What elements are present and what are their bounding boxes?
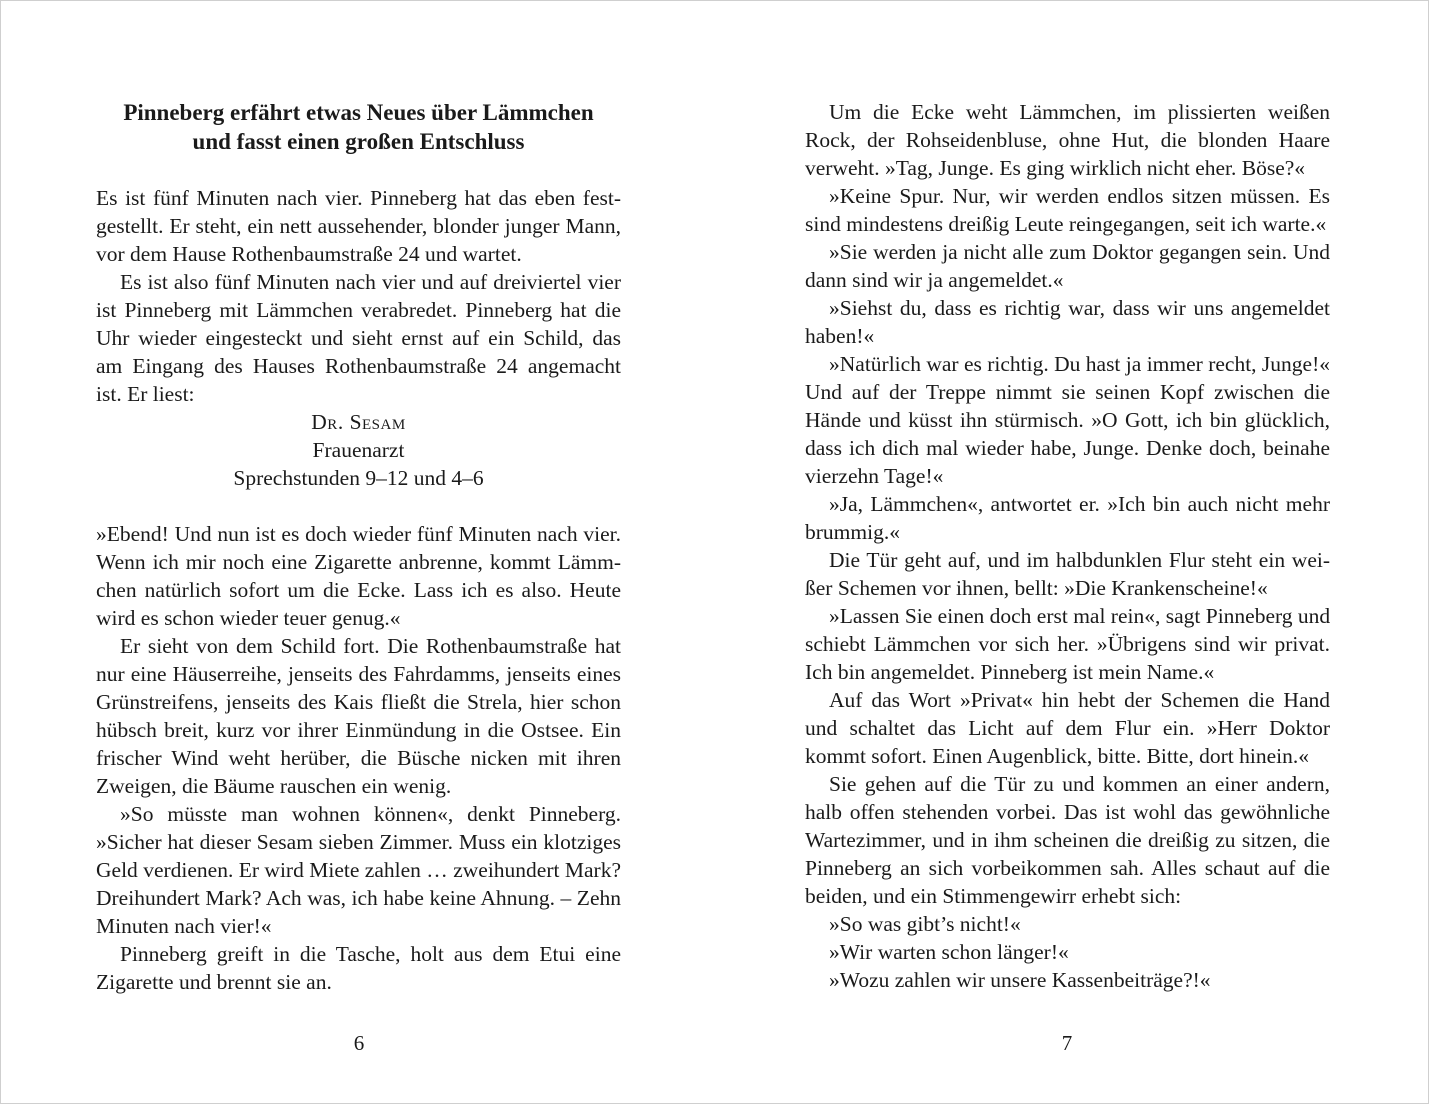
right-page-body: [805, 98, 1330, 994]
text-line: Pinneberg greift in die Tasche, holt aus dem Etui eine: [120, 942, 621, 966]
text-line: haben!«: [805, 324, 875, 348]
text-line: sind mindestens dreißig Leute reingegangen, seit ich warte.«: [805, 212, 1327, 236]
left-page-body: [96, 184, 621, 996]
text-line: brummig.«: [805, 520, 900, 544]
doorplate-hours: Sprechstunden 9–12 und 4–6: [233, 466, 484, 490]
text-line: Auf das Wort »Privat« hin hebt der Schemen die Hand: [829, 688, 1330, 712]
text-line: kommt sofort. Einen Augenblick, bitte. Bitte, dort hinein.«: [805, 744, 1309, 768]
chapter-title: [96, 98, 621, 156]
text-line: »Sicher hat dieser Sesam sieben Zimmer. Muss ein klotziges: [96, 830, 621, 854]
text-line: Rock, der Rohseidenbluse, ohne Hut, die blonden Haare: [805, 128, 1330, 152]
text-line: »So müsste man wohnen können«, denkt Pinneberg.: [120, 802, 621, 826]
text-line: nur eine Häuserreihe, jenseits des Fahrdamms, jenseits eines: [96, 662, 621, 686]
text-line: Ich bin angemeldet. Pinneberg ist mein Name.«: [805, 660, 1215, 684]
doorplate-name: Dr. Sesam: [311, 410, 406, 434]
text-line: »Sie werden ja nicht alle zum Doktor gegangen sein. Und: [829, 240, 1330, 264]
text-line: Grünstreifens, jenseits des Kais fließt die Strela, hier schon: [96, 690, 621, 714]
text-line: Zweigen, die Bäume rauschen ein wenig.: [96, 774, 452, 798]
text-line: vierzehn Tage!«: [805, 464, 944, 488]
text-line: Pinneberg an sich vorbeikommen sah. Alles schaut auf die: [805, 856, 1330, 880]
text-line: »Siehst du, dass es richtig war, dass wir uns angemeldet: [829, 296, 1330, 320]
text-line: ist. Er liest:: [96, 382, 195, 406]
text-line: Geld verdienen. Er wird Miete zahlen … zweihundert Mark?: [96, 858, 621, 882]
text-line: Er sieht von dem Schild fort. Die Rothenbaumstraße hat: [120, 634, 621, 658]
text-line: und schaltet das Licht auf dem Flur ein. »Herr Doktor: [805, 716, 1330, 740]
text-line: »Keine Spur. Nur, wir werden endlos sitzen müssen. Es: [829, 184, 1330, 208]
text-line: Und auf der Treppe nimmt sie seinen Kopf zwischen die: [805, 380, 1330, 404]
text-line: beiden, und ein Stimmengewirr erhebt sich:: [805, 884, 1182, 908]
chapter-title-line: Pinneberg erfährt etwas Neues über Lämmchen: [123, 100, 594, 125]
text-line: chen natürlich sofort um die Ecke. Lass ich es also. Heute: [96, 578, 621, 602]
text-line: Uhr wieder eingesteckt und sieht ernst auf ein Schild, das: [96, 326, 621, 350]
text-line: Es ist fünf Minuten nach vier. Pinneberg hat das eben fest-: [96, 186, 621, 210]
text-line: wird es schon wieder teuer genug.«: [96, 606, 401, 630]
text-line: Um die Ecke weht Lämmchen, im plissierten weißen: [829, 100, 1330, 124]
page-number: 6: [353, 1031, 365, 1055]
text-line: »Lassen Sie einen doch erst mal rein«, sagt Pinneberg und: [829, 604, 1331, 628]
text-line: gestellt. Er steht, ein nett aussehender, blonder junger Mann,: [96, 214, 621, 238]
left-page: [1, 1, 715, 1103]
text-line: vor dem Hause Rothenbaumstraße 24 und wartet.: [96, 242, 522, 266]
spacer: [96, 492, 621, 520]
text-line: Hände und küsst ihn stürmisch. »O Gott, ich bin glücklich,: [805, 408, 1330, 432]
text-line: »Wir warten schon länger!«: [829, 940, 1069, 964]
text-line: »So was gibt’s nicht!«: [829, 912, 1021, 936]
text-line: Wartezimmer, und in ihm scheinen die dreißig zu sitzen, die: [805, 828, 1330, 852]
text-line: Die Tür geht auf, und im halbdunklen Flur steht ein wei-: [829, 548, 1330, 572]
page-number: 7: [1061, 1031, 1073, 1055]
text-line: »Ebend! Und nun ist es doch wieder fünf Minuten nach vier.: [96, 522, 621, 546]
right-page: [715, 1, 1429, 1103]
chapter-title-line: und fasst einen großen Entschluss: [192, 129, 525, 154]
text-line: frischer Wind weht herüber, die Büsche nicken mit ihren: [96, 746, 621, 770]
text-line: Zigarette und brennt sie an.: [96, 970, 332, 994]
text-line: Minuten nach vier!«: [96, 914, 272, 938]
text-line: dann sind wir ja angemeldet.«: [805, 268, 1064, 292]
text-line: Dreihundert Mark? Ach was, ich habe keine Ahnung. – Zehn: [96, 886, 621, 910]
text-line: ßer Schemen vor ihnen, bellt: »Die Krankenscheine!«: [805, 576, 1268, 600]
text-line: Es ist also fünf Minuten nach vier und auf dreiviertel vier: [120, 270, 621, 294]
text-line: am Eingang des Hauses Rothenbaumstraße 24 angemacht: [96, 354, 621, 378]
text-line: halb offen stehenden vorbei. Das ist wohl das gewöhnliche: [805, 800, 1330, 824]
text-line: ist Pinneberg mit Lämmchen verabredet. Pinneberg hat die: [96, 298, 621, 322]
text-line: dass ich dich mal wieder habe, Junge. Denke doch, beinahe: [805, 436, 1330, 460]
text-line: »Natürlich war es richtig. Du hast ja immer recht, Junge!«: [829, 352, 1330, 376]
text-line: »Ja, Lämmchen«, antwortet er. »Ich bin auch nicht mehr: [829, 492, 1330, 516]
text-line: »Wozu zahlen wir unsere Kassenbeiträge?!«: [829, 968, 1211, 992]
text-line: Wenn ich mir noch eine Zigarette anbrenne, kommt Lämm-: [96, 550, 621, 574]
text-line: Sie gehen auf die Tür zu und kommen an einer andern,: [829, 772, 1330, 796]
text-line: hübsch breit, kurz vor ihrer Einmündung in die Ostsee. Ein: [96, 718, 621, 742]
text-line: verweht. »Tag, Junge. Es ging wirklich nicht eher. Böse?«: [805, 156, 1306, 180]
doorplate-profession: Frauenarzt: [312, 438, 405, 462]
text-line: schiebt Lämmchen vor sich her. »Übrigens sind wir privat.: [805, 632, 1330, 656]
